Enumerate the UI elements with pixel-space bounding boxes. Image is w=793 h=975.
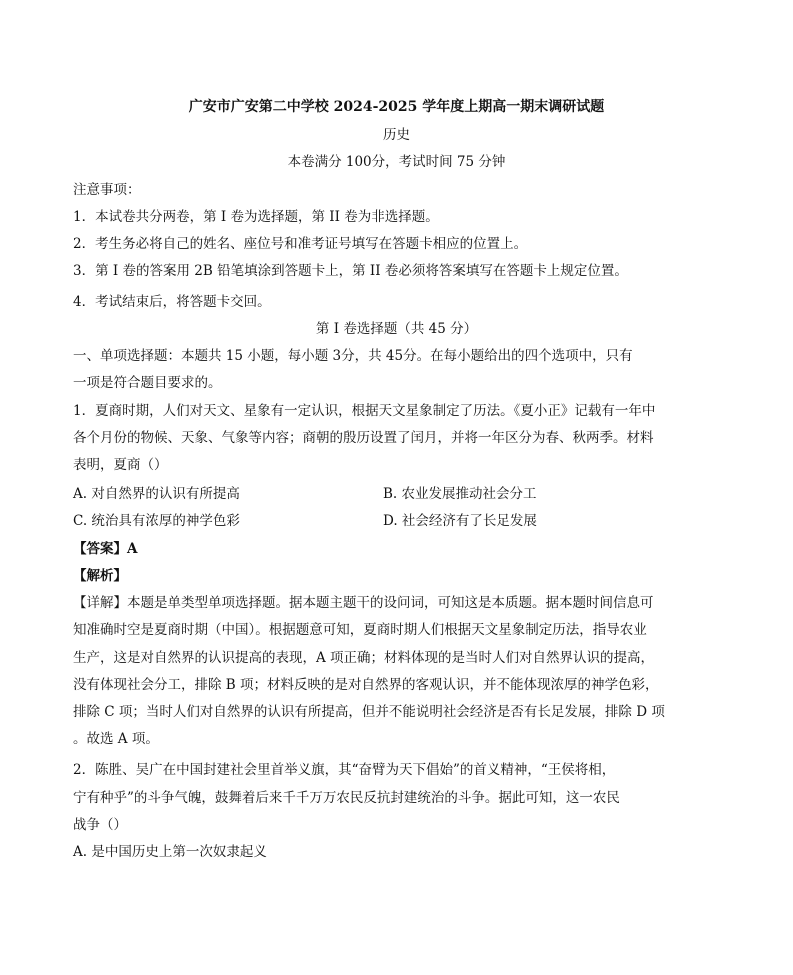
question-2-stem: 宁有种乎”的斗争气魄，鼓舞着后来千千万万农民反抗封建统治的斗争。据此可知，这一农民 [73, 790, 620, 806]
question-1-option-d: D. 社会经济有了长足发展 [383, 513, 537, 529]
notice-heading: 注意事项： [73, 182, 141, 198]
question-1-detail: 。故选 A 项。 [73, 731, 159, 747]
question-1-detail: 排除 C 项；当时人们对自然界的认识有所提高，但并不能说明社会经济是否有长足发展，排除 D 项 [73, 704, 665, 720]
notice-item: 1．本试卷共分两卷，第 I 卷为选择题，第 II 卷为非选择题。 [73, 209, 439, 225]
question-1-analysis-label: 【解析】 [73, 568, 127, 584]
notice-item: 4．考试结束后，将答题卡交回。 [73, 294, 271, 310]
question-1-detail: 生产，这是对自然界的认识提高的表现，A 项正确；材料体现的是当时人们对自然界认识的提高， [73, 650, 655, 666]
section-instruction: 一项是符合题目要求的。 [73, 375, 222, 391]
section-title: 第 I 卷选择题（共 45 分） [315, 321, 478, 337]
question-1-stem: 表明，夏商（） [73, 457, 168, 473]
question-1-stem: 各个月份的物候、天象、气象等内容；商朝的殷历设置了闰月，并将一年区分为春、秋两季。材料 [73, 430, 654, 446]
question-1-detail: 知准确时空是夏商时期（中国）。根据题意可知，夏商时期人们根据天文星象制定历法，指导农业 [73, 622, 647, 638]
question-2-stem: 2．陈胜、吴广在中国封建社会里首举义旗，其“奋臂为天下倡始”的首义精神，“王侯将相， [73, 762, 616, 778]
exam-title: 广安市广安第二中学校 2024-2025 学年度上期高一期末调研试题 [188, 99, 605, 115]
question-1-option-a: A. 对自然界的认识有所提高 [73, 486, 240, 502]
question-1-stem: 1．夏商时期，人们对天文、星象有一定认识，根据天文星象制定了历法。《夏小正》记载有一年中 [73, 403, 656, 419]
notice-item: 2．考生务必将自己的姓名、座位号和准考证号填写在答题卡相应的位置上。 [73, 236, 528, 252]
question-2-option-a: A. 是中国历史上第一次奴隶起义 [73, 844, 267, 860]
section-instruction: 一、单项选择题：本题共 15 小题，每小题 3分，共 45分。在每小题给出的四个选项中，只有 [73, 348, 633, 364]
question-1-answer: 【答案】A [73, 541, 138, 557]
notice-item: 3．第 I 卷的答案用 2B 铅笔填涂到答题卡上，第 II 卷必须将答案填写在答题卡上规定位置。 [73, 263, 628, 279]
question-1-option-c: C. 统治具有浓厚的神学色彩 [73, 513, 240, 529]
subject-title: 历史 [383, 127, 410, 143]
question-1-detail: 没有体现社会分工，排除 B 项；材料反映的是对自然界的客观认识，并不能体现浓厚的神学色彩， [73, 677, 659, 693]
question-1-detail: 【详解】本题是单类型单项选择题。据本题主题干的设问词，可知这是本质题。据本题时间信息可 [73, 595, 654, 611]
question-2-stem: 战争（） [73, 817, 127, 833]
exam-info: 本卷满分 100分，考试时间 75 分钟 [287, 154, 506, 170]
question-1-option-b: B. 农业发展推动社会分工 [383, 486, 537, 502]
